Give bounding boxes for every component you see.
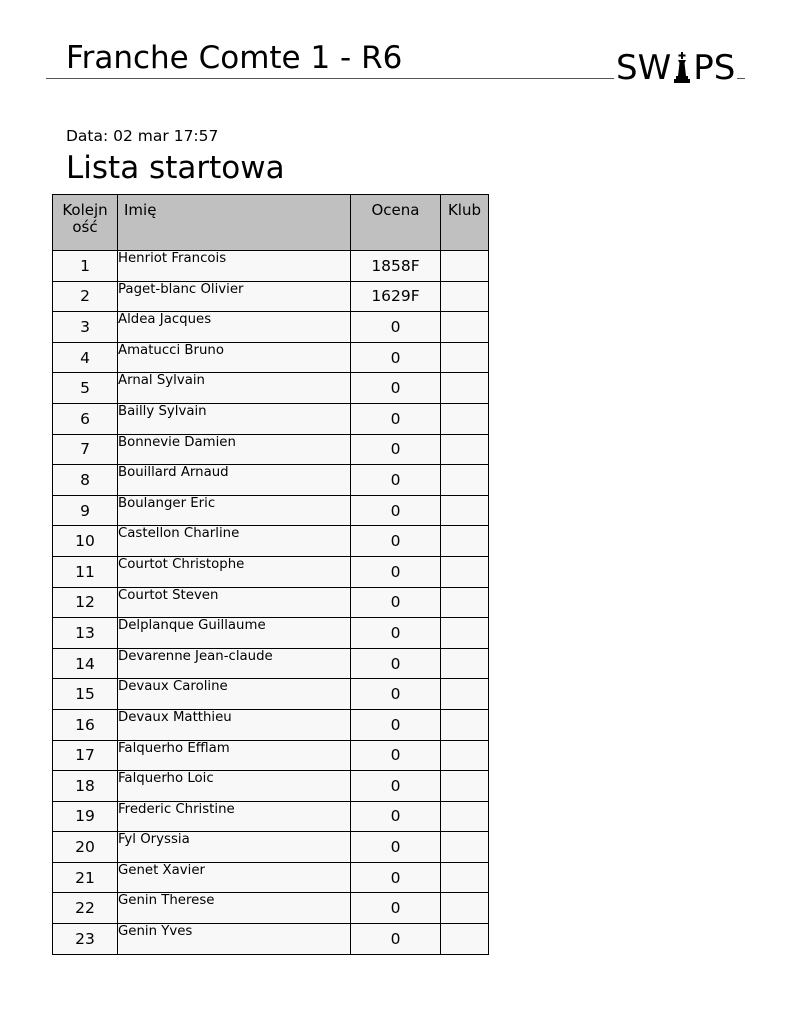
order-cell: 3 xyxy=(53,312,118,343)
chess-king-icon xyxy=(672,52,692,84)
rating-cell: 0 xyxy=(351,434,441,465)
column-header-order: Kolejn ość xyxy=(53,195,118,251)
column-header-name: Imię xyxy=(118,195,351,251)
order-cell: 22 xyxy=(53,893,118,924)
rating-cell: 0 xyxy=(351,587,441,618)
club-cell xyxy=(441,251,489,282)
logo-divider xyxy=(737,78,745,79)
player-name-cell: Paget-blanc Olivier xyxy=(118,281,351,312)
rating-cell: 0 xyxy=(351,526,441,557)
club-cell xyxy=(441,312,489,343)
player-name-cell: Devarenne Jean-claude xyxy=(118,648,351,679)
list-title: Lista startowa xyxy=(66,150,285,186)
order-cell: 2 xyxy=(53,281,118,312)
player-name-cell: Arnal Sylvain xyxy=(118,373,351,404)
player-name-cell: Delplanque Guillaume xyxy=(118,618,351,649)
table-row xyxy=(53,587,489,618)
order-cell: 10 xyxy=(53,526,118,557)
table-row xyxy=(53,342,489,373)
table-row xyxy=(53,709,489,740)
club-cell xyxy=(441,556,489,587)
swiss-manager-logo xyxy=(616,46,735,86)
player-name-cell: Fyl Oryssia xyxy=(118,832,351,863)
date-line: Data: 02 mar 17:57 xyxy=(66,127,219,145)
club-cell xyxy=(441,862,489,893)
table-row xyxy=(53,648,489,679)
table-row xyxy=(53,801,489,832)
rating-cell: 0 xyxy=(351,679,441,710)
order-cell: 16 xyxy=(53,709,118,740)
club-cell xyxy=(441,403,489,434)
rating-cell: 0 xyxy=(351,709,441,740)
logo-text-right: PS xyxy=(693,48,736,88)
order-cell: 19 xyxy=(53,801,118,832)
order-cell: 1 xyxy=(53,251,118,282)
rating-cell: 1629F xyxy=(351,281,441,312)
order-cell: 18 xyxy=(53,771,118,802)
rating-cell: 0 xyxy=(351,312,441,343)
rating-cell: 0 xyxy=(351,373,441,404)
player-name-cell: Falquerho Efflam xyxy=(118,740,351,771)
club-cell xyxy=(441,740,489,771)
rating-cell: 0 xyxy=(351,924,441,955)
player-name-cell: Aldea Jacques xyxy=(118,312,351,343)
player-name-cell: Bailly Sylvain xyxy=(118,403,351,434)
club-cell xyxy=(441,495,489,526)
club-cell xyxy=(441,342,489,373)
order-cell: 20 xyxy=(53,832,118,863)
club-cell xyxy=(441,893,489,924)
order-cell: 14 xyxy=(53,648,118,679)
table-row xyxy=(53,281,489,312)
table-row xyxy=(53,618,489,649)
rating-cell: 0 xyxy=(351,465,441,496)
rating-cell: 0 xyxy=(351,495,441,526)
club-cell xyxy=(441,373,489,404)
order-cell: 6 xyxy=(53,403,118,434)
player-name-cell: Genet Xavier xyxy=(118,862,351,893)
table-row xyxy=(53,526,489,557)
order-cell: 11 xyxy=(53,556,118,587)
rating-cell: 1858F xyxy=(351,251,441,282)
rating-cell: 0 xyxy=(351,862,441,893)
club-cell xyxy=(441,648,489,679)
player-name-cell: Henriot Francois xyxy=(118,251,351,282)
player-name-cell: Genin Therese xyxy=(118,893,351,924)
rating-cell: 0 xyxy=(351,771,441,802)
rating-cell: 0 xyxy=(351,556,441,587)
table-row xyxy=(53,832,489,863)
order-cell: 21 xyxy=(53,862,118,893)
club-cell xyxy=(441,832,489,863)
order-cell: 9 xyxy=(53,495,118,526)
rating-cell: 0 xyxy=(351,740,441,771)
table-row xyxy=(53,434,489,465)
table-row xyxy=(53,465,489,496)
column-header-club: Klub xyxy=(441,195,489,251)
table-row xyxy=(53,373,489,404)
table-row xyxy=(53,556,489,587)
table-header-row xyxy=(53,195,489,251)
starting-list-table xyxy=(52,194,489,955)
table-row xyxy=(53,862,489,893)
player-name-cell: Castellon Charline xyxy=(118,526,351,557)
player-name-cell: Devaux Caroline xyxy=(118,679,351,710)
rating-cell: 0 xyxy=(351,618,441,649)
order-cell: 7 xyxy=(53,434,118,465)
order-cell: 8 xyxy=(53,465,118,496)
club-cell xyxy=(441,587,489,618)
club-cell xyxy=(441,281,489,312)
club-cell xyxy=(441,434,489,465)
table-row xyxy=(53,251,489,282)
title-divider xyxy=(46,78,614,79)
player-name-cell: Bouillard Arnaud xyxy=(118,465,351,496)
table-row xyxy=(53,403,489,434)
table-row xyxy=(53,312,489,343)
table-row xyxy=(53,679,489,710)
rating-cell: 0 xyxy=(351,648,441,679)
player-name-cell: Falquerho Loic xyxy=(118,771,351,802)
order-cell: 12 xyxy=(53,587,118,618)
table-row xyxy=(53,924,489,955)
rating-cell: 0 xyxy=(351,403,441,434)
column-header-rating: Ocena xyxy=(351,195,441,251)
club-cell xyxy=(441,526,489,557)
table-row xyxy=(53,495,489,526)
order-cell: 23 xyxy=(53,924,118,955)
player-name-cell: Bonnevie Damien xyxy=(118,434,351,465)
rating-cell: 0 xyxy=(351,832,441,863)
club-cell xyxy=(441,709,489,740)
player-name-cell: Devaux Matthieu xyxy=(118,709,351,740)
player-name-cell: Boulanger Eric xyxy=(118,495,351,526)
order-cell: 5 xyxy=(53,373,118,404)
player-name-cell: Courtot Steven xyxy=(118,587,351,618)
player-name-cell: Frederic Christine xyxy=(118,801,351,832)
club-cell xyxy=(441,924,489,955)
rating-cell: 0 xyxy=(351,801,441,832)
player-name-cell: Genin Yves xyxy=(118,924,351,955)
order-cell: 13 xyxy=(53,618,118,649)
rating-cell: 0 xyxy=(351,893,441,924)
table-row xyxy=(53,771,489,802)
table-row xyxy=(53,893,489,924)
order-cell: 15 xyxy=(53,679,118,710)
club-cell xyxy=(441,679,489,710)
club-cell xyxy=(441,801,489,832)
player-name-cell: Amatucci Bruno xyxy=(118,342,351,373)
club-cell xyxy=(441,618,489,649)
order-cell: 4 xyxy=(53,342,118,373)
club-cell xyxy=(441,465,489,496)
rating-cell: 0 xyxy=(351,342,441,373)
table-row xyxy=(53,740,489,771)
order-cell: 17 xyxy=(53,740,118,771)
logo-text-left: SW xyxy=(616,48,672,88)
club-cell xyxy=(441,771,489,802)
player-name-cell: Courtot Christophe xyxy=(118,556,351,587)
page-title: Franche Comte 1 - R6 xyxy=(66,40,403,76)
